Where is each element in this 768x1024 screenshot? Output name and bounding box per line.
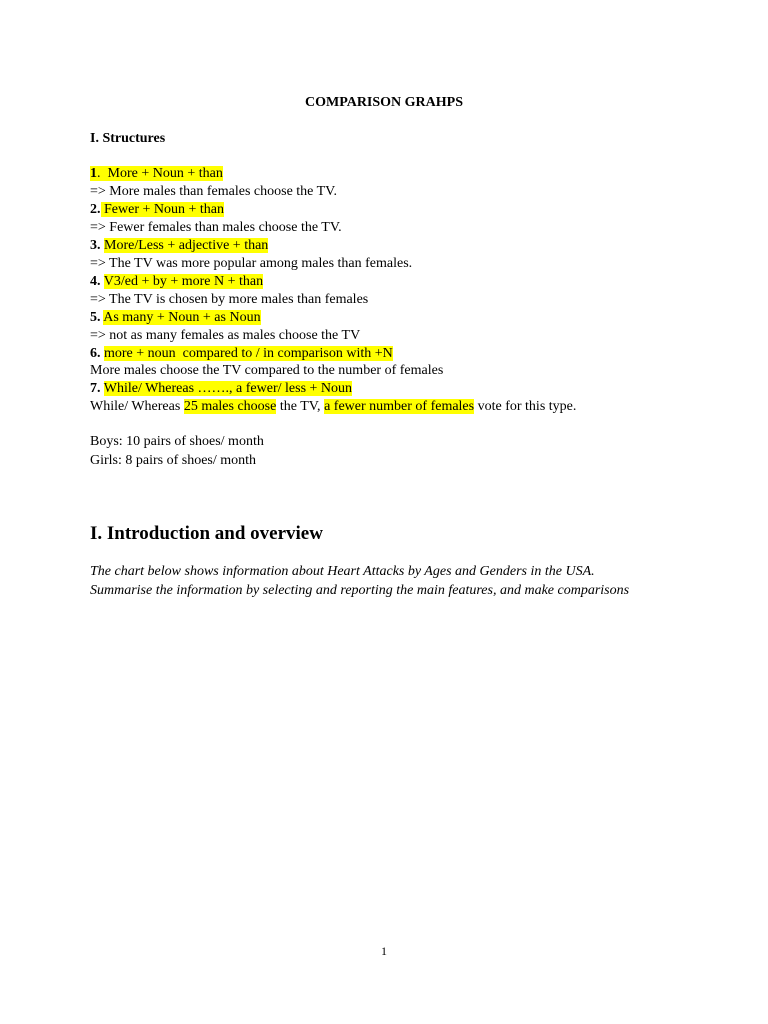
structure-1-highlight: [90, 166, 223, 181]
structure-7-formula: [90, 380, 352, 397]
structure-1-example: => More males than females choose the TV.: [90, 184, 337, 199]
structure-2-number: 2.: [90, 202, 101, 217]
structure-5-formula: [90, 309, 261, 326]
structure-6-formula: [90, 345, 393, 362]
structure-6-text: more + noun compared to / in comparison with +N: [104, 346, 393, 361]
document-title: COMPARISON GRAHPS: [304, 95, 464, 110]
structure-4-text: V3/ed + by + more N + than: [103, 274, 264, 289]
structure-1-number: 1: [90, 166, 97, 181]
page-number: 1: [381, 944, 387, 958]
structure-2-text: Fewer + Noun + than: [100, 202, 224, 217]
structure-5-example: => not as many females as males choose the TV: [90, 328, 361, 343]
intro-heading: I. Introduction and overview: [90, 523, 323, 544]
example-boys: Boys: 10 pairs of shoes/ month: [90, 434, 264, 449]
structure-7-number: 7.: [90, 381, 101, 396]
structure-2-formula: [90, 201, 224, 218]
structure-3-number: 3.: [90, 238, 101, 253]
structure-3-formula: [90, 237, 268, 254]
structure-5-text: As many + Noun + as Noun: [103, 310, 261, 325]
structure-7-example-part-1: While/ Whereas: [90, 399, 184, 414]
structure-4-example: => The TV is chosen by more males than females: [90, 292, 369, 307]
structure-7-example-part-3: vote for this type.: [474, 399, 577, 414]
structure-7-example-highlight-2: a fewer number of females: [324, 399, 475, 414]
example-girls: Girls: 8 pairs of shoes/ month: [90, 453, 257, 468]
structure-1-formula: [90, 165, 223, 182]
structure-4-number: 4.: [90, 274, 101, 289]
task-line-1: The chart below shows information about Heart Attacks by Ages and Genders in the USA.: [90, 564, 595, 579]
structure-7-example-part-2: the TV,: [276, 399, 325, 414]
structure-7-example: [90, 398, 576, 415]
structure-5-number: 5.: [90, 310, 101, 325]
structure-3-text: More/Less + adjective + than: [104, 238, 269, 253]
structure-6-example: More males choose the TV compared to the number of females: [90, 363, 444, 378]
structure-3-example: => The TV was more popular among males than females.: [90, 256, 413, 271]
structure-2-example: => Fewer females than males choose the TV.: [90, 220, 342, 235]
section-heading-structures: I. Structures: [90, 131, 166, 146]
structure-4-formula: [90, 273, 263, 290]
structure-1-number-suffix: .: [97, 166, 101, 181]
structure-6-number: 6.: [90, 346, 101, 361]
structure-7-example-highlight-1: 25 males choose: [183, 399, 277, 414]
structure-1-text: More + Noun + than: [100, 166, 223, 181]
task-line-2: Summarise the information by selecting and reporting the main features, and make comparisons: [90, 583, 630, 598]
structure-7-text: While/ Whereas ……., a fewer/ less + Noun: [103, 381, 353, 396]
